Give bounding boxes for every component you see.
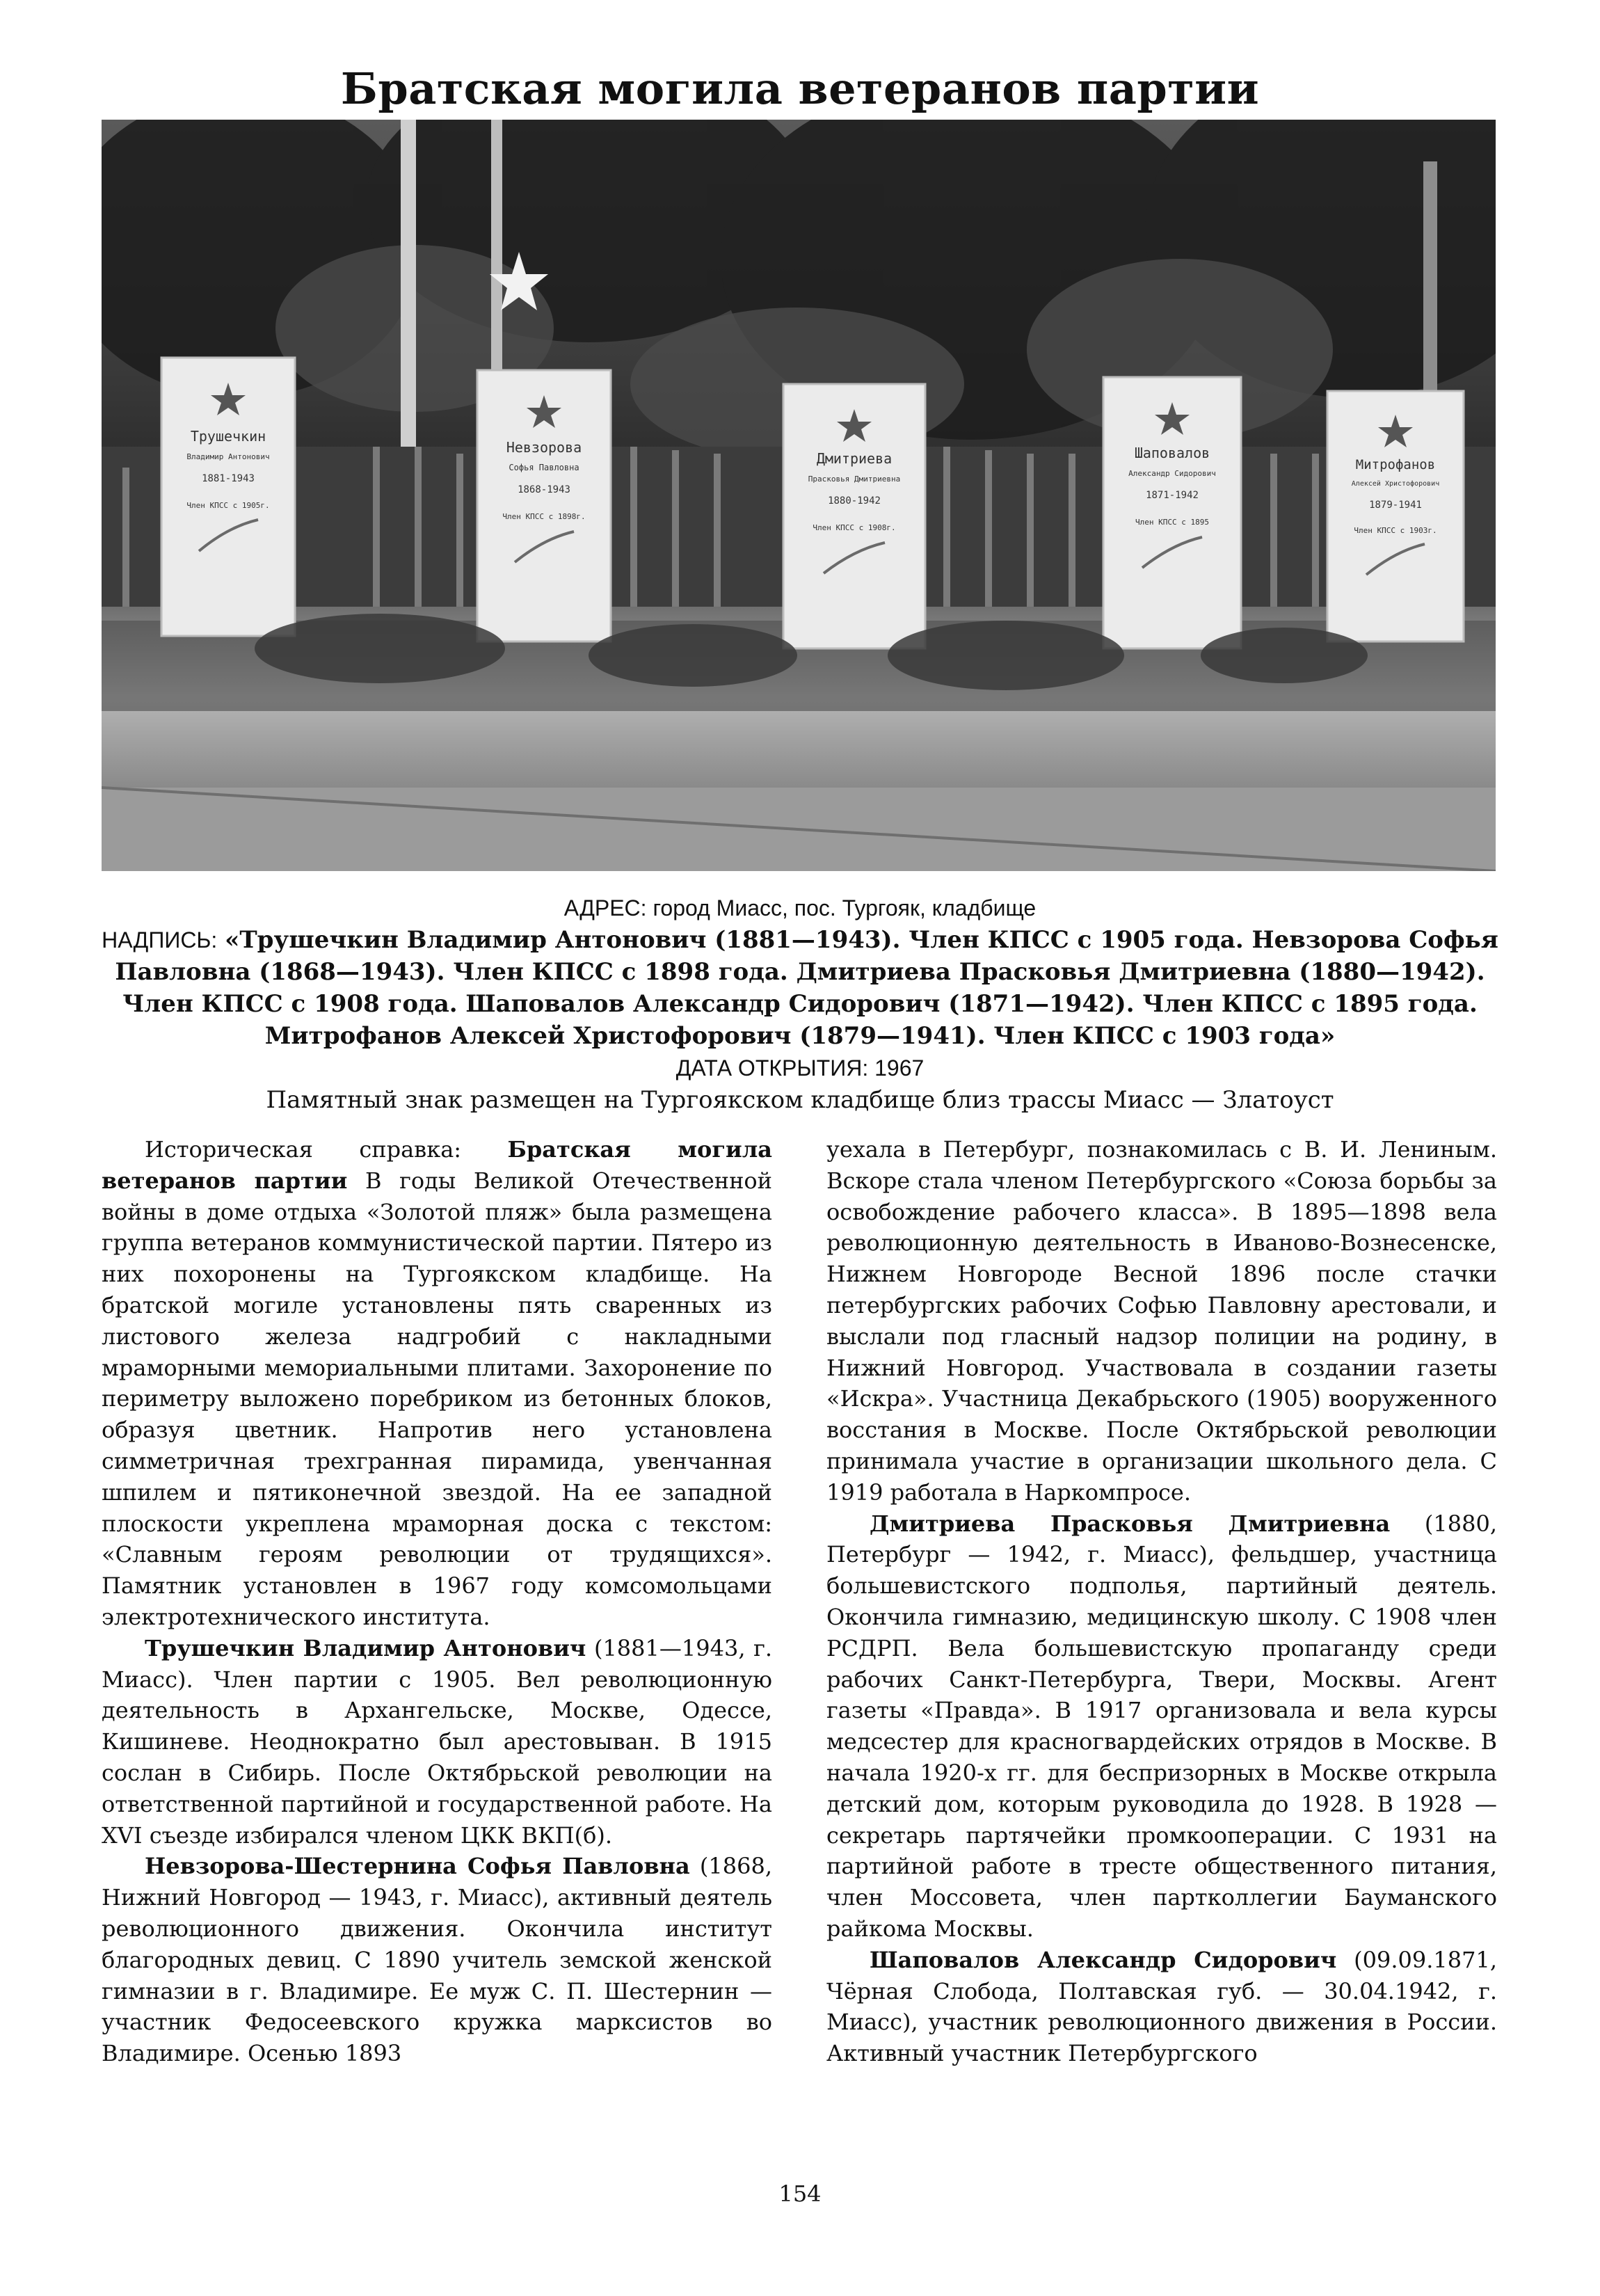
- bio-dmitrieva-text: (1880, Петербург — 1942, г. Миасс), фельдшер, участница большевистского подполья, партийный деятель. Окончила гимназию, медицинскую школу. С 1908 член РСДРП. Вела большевистскую пропаганду среди рабочих Санкт-Петербурга, Твери, Москвы. Агент газеты «Правда». В 1917 организовала и вела курсы медсестер для красногвардейских отрядов в Москве. В начала 1920-х гг. для беспризорных в Москве открыла детский дом, которым руководила до 1928. В 1928 — секретарь партячейки промкооперации. С 1931 на партийной работе в тресте общественного питания, член Моссовета, член партколлегии Бауманского райкома Москвы.: [826, 1510, 1498, 1942]
- bio-shapovalov-name: Шаповалов Александр Сидорович: [870, 1946, 1337, 1973]
- bio-nevzorova-name: Невзорова-Шестернина Софья Павловна: [145, 1853, 690, 1880]
- gravestone-4-surname: Шаповалов: [1134, 445, 1210, 461]
- gravestone-5-years: 1879-1941: [1369, 500, 1422, 511]
- gravestone-3-surname: Дмитриева: [816, 450, 893, 467]
- opening-date-value: 1967: [874, 1055, 925, 1081]
- opening-date-label: ДАТА ОТКРЫТИЯ:: [675, 1055, 869, 1081]
- gravestone-4: [1103, 377, 1241, 648]
- historical-note-text: В годы Великой Отечественной войны в доме отдыха «Золотой пляж» была размещена группа ветеранов коммунистической партии. Пятеро из них похоронены на Тургоякском кладбище. На братской могиле установлены пять сваренных из листового железа надгробий с накладными мраморными мемориальными плитами. Захоронение по периметру выложено поребриком из бетонных блоков, образуя цветник. Напротив него установлена симметричная трехгранная пирамида, увенчанная шпилем и пятиконечной звездой. На ее западной плоскости укреплена мраморная доска с текстом: «Славным героям революции от трудящихся». Памятник установлен в 1967 году комсомольцами электротехнического института.: [102, 1167, 773, 1630]
- gravestone-1-name: Владимир Антонович: [186, 452, 270, 461]
- gravestone-1: [161, 358, 295, 636]
- gravestone-1-surname: Трушечкин: [190, 428, 266, 445]
- article-column-left: [102, 1134, 772, 2069]
- historical-note-lead: Историческая справка:: [145, 1136, 462, 1163]
- opening-date-line: [97, 1052, 1503, 1084]
- bio-trushechkin-name: Трушечкин Владимир Антонович: [145, 1634, 586, 1661]
- gravestone-4-name: Александр Сидорович: [1128, 469, 1216, 478]
- location-note: Памятный знак размещен на Тургоякском кладбище близ трассы Миасс — Златоуст: [266, 1086, 1334, 1114]
- historical-note-paragraph: [102, 1134, 772, 1633]
- gravestone-2-years: 1868-1943: [518, 484, 570, 495]
- gravestone-5-surname: Митрофанов: [1355, 457, 1436, 472]
- photo-caption: [97, 892, 1503, 1116]
- bio-dmitrieva-name: Дмитриева Прасковья Дмитриевна: [870, 1510, 1391, 1537]
- address-label: АДРЕС:: [563, 895, 647, 920]
- gravestone-4-membership: Член КПСС с 1895: [1135, 518, 1209, 527]
- gravestone-2-surname: Невзорова: [506, 439, 582, 456]
- bio-nevzorova: [102, 1851, 772, 2069]
- gravestone-3-membership: Член КПСС с 1908г.: [813, 523, 896, 532]
- photo-illustration: [102, 120, 1496, 871]
- inscription-label: НАДПИСЬ:: [102, 927, 218, 952]
- bio-dmitrieva: [826, 1508, 1497, 1945]
- gravestone-1-membership: Член КПСС с 1905г.: [186, 501, 270, 510]
- bio-trushechkin-text: (1881—1943, г. Миасс). Член партии с 1905. Вел революционную деятельность в Архангельске, Москве, Одессе, Кишиневе. Неоднократно был арестовыван. В 1915 сослан в Сибирь. После Октябрьской революции на ответственной партийной и государственной работе. На XVI съезде избирался членом ЦКК ВКП(б).: [102, 1634, 773, 1849]
- gravestone-5-name: Алексей Христофорович: [1351, 480, 1440, 488]
- memorial-photo: [102, 120, 1496, 871]
- gravestone-3-name: Прасковья Дмитриевна: [808, 475, 901, 484]
- inscription-text: «Трушечкин Владимир Антонович (1881—1943). Член КПСС с 1905 года. Невзорова Софья Павловна (1868—1943). Член КПСС с 1898 года. Дмитриева Прасковья Дмитриевна (1880—1942). Член КПСС с 1908 года. Шаповалов Александр Сидорович (1871—1942). Член КПСС с 1895 года. Митрофанов Алексей Христофорович (1879—1941). Член КПСС с 1903 года»: [115, 926, 1498, 1050]
- bio-shapovalov-text: (09.09.1871, Чёрная Слобода, Полтавская губ. — 30.04.1942, г. Миасс), участник революционного движения в России. Активный участник Петербургского: [826, 1946, 1497, 2067]
- gravestone-3: [783, 384, 925, 648]
- bio-nevzorova-text: (1868, Нижний Новгород — 1943, г. Миасс), активный деятель революционного движения. Окончила институт благородных девиц. С 1890 учитель земской женской гимназии в г. Владимире. Ее муж С. П. Шестернин — участник Федосеевского кружка марксистов во Владимире. Осенью 1893: [102, 1853, 773, 2067]
- gravestone-5: [1327, 391, 1464, 641]
- address-line: [97, 892, 1503, 924]
- page-title: Братская могила ветеранов партии: [340, 63, 1260, 114]
- bio-shapovalov: [826, 1945, 1497, 2069]
- bio-nevzorova-continued: уехала в Петербург, познакомилась с В. И. Лениным. Вскоре стала членом Петербургского «Союза борьбы за освобождение рабочего класса». В 1895—1898 вела революционную деятельность в Иваново-Вознесенске, Нижнем Новгороде Весной 1896 после стачки петербургских рабочих Софью Павловну арестовали, и выслали под гласный надзор полиции на родину, в Нижний Новгород. Участвовала в создании газеты «Искра». Участница Декабрьского (1905) вооруженного восстания в Москве. После Октябрьской революции принимала участие в организации школьного дела. С 1919 работала в Наркомпросе.: [826, 1136, 1497, 1506]
- gravestone-1-years: 1881-1943: [202, 473, 255, 484]
- gravestone-2-name: Софья Павловна: [509, 463, 579, 472]
- bio-trushechkin: [102, 1633, 772, 1851]
- article-column-right: [826, 1134, 1497, 2069]
- gravestone-2: [477, 370, 611, 641]
- gravestone-4-years: 1871-1942: [1146, 490, 1199, 501]
- page-number: 154: [778, 2181, 822, 2207]
- address-value: город Миасс, пос. Тургояк, кладбище: [653, 895, 1037, 920]
- gravestone-2-membership: Член КПСС с 1898г.: [502, 512, 586, 521]
- gravestone-5-membership: Член КПСС с 1903г.: [1354, 526, 1437, 535]
- inscription-line: [97, 924, 1503, 1052]
- historical-note-heading: Братская могила ветеранов партии: [102, 1136, 773, 1194]
- gravestone-3-years: 1880-1942: [828, 495, 881, 507]
